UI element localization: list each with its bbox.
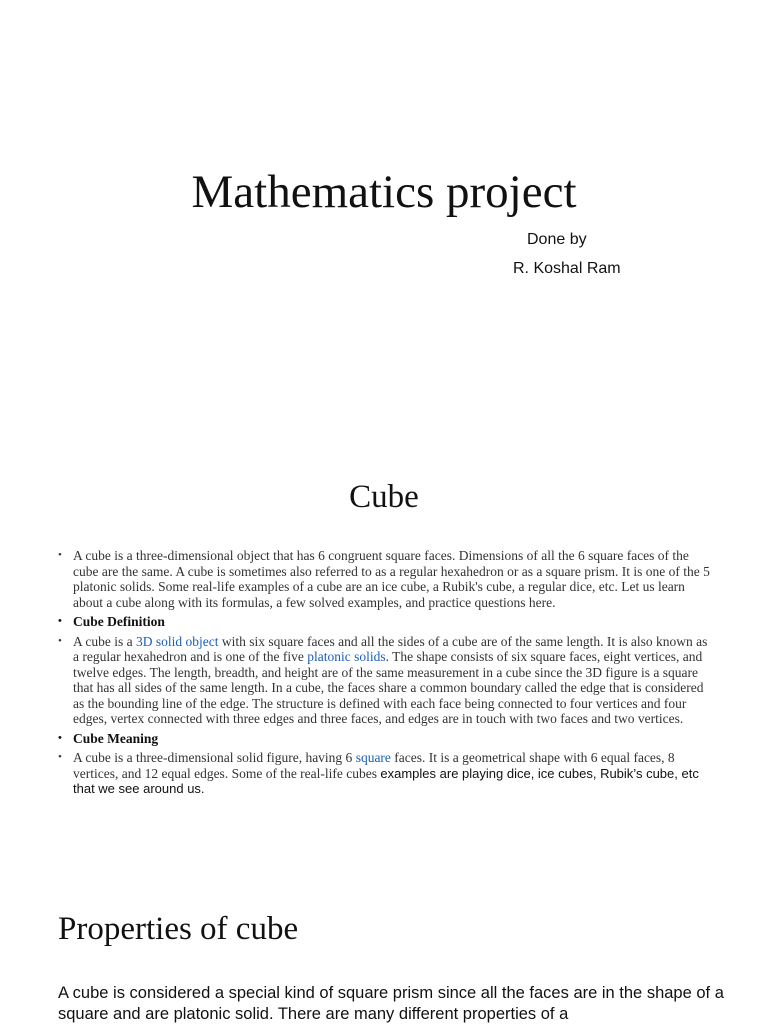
link-platonic-solids[interactable]: platonic solids [307, 649, 386, 664]
section-title-cube: Cube [349, 479, 419, 515]
bullet-text: A cube is a [73, 633, 136, 649]
bullet-cube-definition [58, 634, 710, 727]
page-title: Mathematics project [191, 166, 577, 218]
heading-text: Cube Meaning [73, 730, 159, 746]
bullet-text: faces. It is a geometrical shape with 6 equal faces, 8 vertices, and 12 equal edges. Some of the real-life cubes [73, 750, 675, 781]
bullet-text: A cube is a three-dimensional solid figure, having 6 [73, 750, 356, 765]
bullet-heading-definition [58, 614, 710, 630]
bullet-text: examples are playing dice, ice cubes, Rubik’s cube, etc that we see around us. [73, 765, 699, 796]
properties-paragraph: A cube is considered a special kind of square prism since all the faces are in the shape of a square and are platonic solid. There are many different properties of a [58, 984, 724, 1023]
cube-bullet-list [58, 548, 710, 801]
author-name: R. Koshal Ram [513, 260, 621, 277]
bullet-text: A cube is a three-dimensional object that has 6 congruent square faces. Dimensions of all the 6 square faces of the cube are the same. A cube is sometimes also referred to as a regular hexahedron or as a square prism. It is one of the 5 platonic solids. Some real-life examples of a cube are an ice cube, a Rubik's cube, a regular dice, etc. Let us learn about a cube along with its formulas, a few solved examples, and practice questions here. [73, 548, 710, 610]
bullet-text: with six square faces and all the sides of a cube are of the same length. It is also known as a regular hexahedron and is one of the five [73, 633, 708, 664]
bullet-cube-meaning [58, 750, 710, 797]
bullet-heading-meaning [58, 731, 710, 747]
section-title-properties: Properties of cube [58, 911, 299, 947]
bullet-cube-intro [58, 548, 710, 610]
link-square[interactable]: square [355, 750, 391, 765]
title-slide [0, 0, 768, 452]
byline-label: Done by [527, 231, 587, 248]
heading-text: Cube Definition [73, 614, 165, 629]
bullet-text: . The shape consists of six square faces, eight vertices, and twelve edges. The length, breadth, and height are of the same measurement in a cube since the 3D figure is a square that has all sides of the same length. In a cube, the faces share a common boundary called the edge that is considered as the bounding line of the edge. The structure is defined with each face being connected to four vertices and four edges, vertex connected with three edges and three faces, and edges are in touch with two faces and two vertices. [73, 649, 704, 726]
link-3d-solid-object[interactable]: 3D solid object [136, 633, 219, 649]
